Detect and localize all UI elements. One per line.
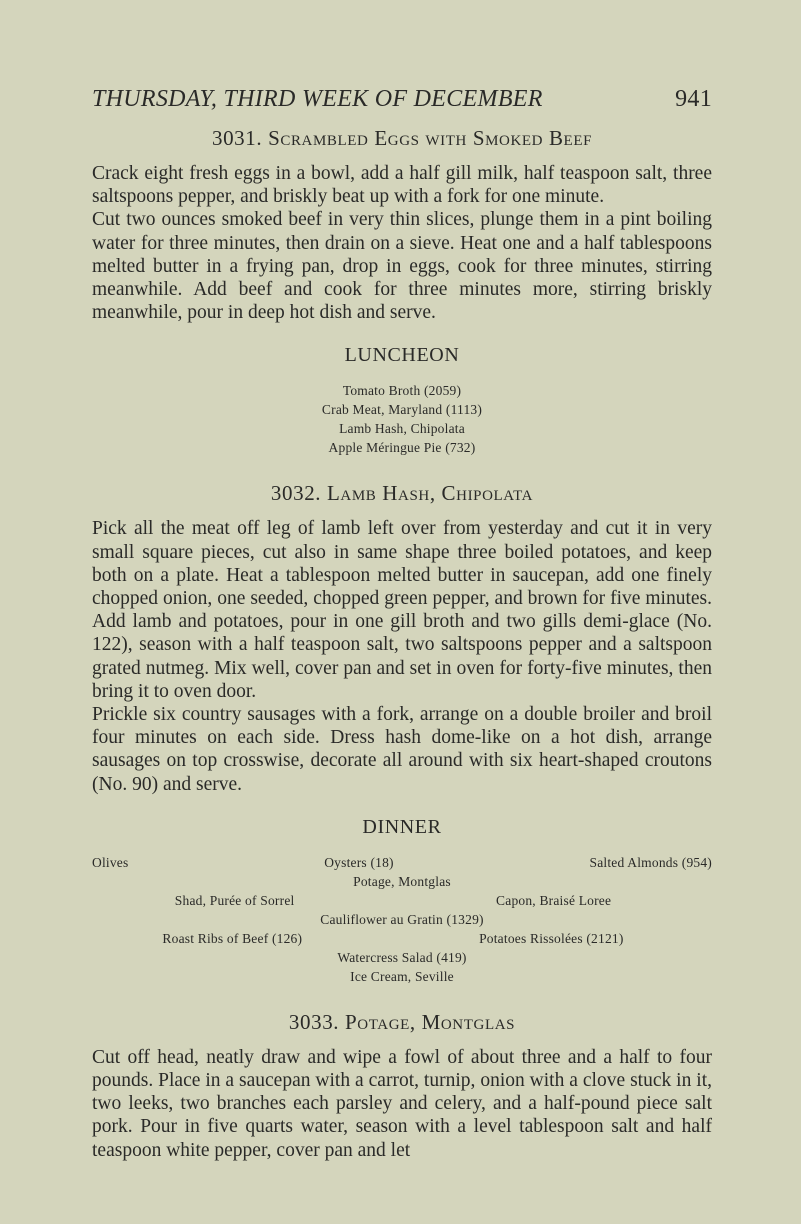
dinner-item: Oysters (18) [324, 854, 394, 870]
dinner-item: Shad, Purée of Sorrel [174, 892, 295, 908]
dinner-row [92, 891, 712, 910]
dinner-item: Cauliflower au Gratin (1329) [320, 911, 484, 927]
running-header [92, 86, 712, 113]
luncheon-item: Tomato Broth (2059) [342, 383, 462, 399]
recipe-3033-title: 3033. Potage, Montglas [288, 1009, 516, 1034]
dinner-row [92, 929, 712, 948]
dinner-item: Potage, Montglas [353, 873, 451, 889]
recipe-3033-paragraph: Cut off head, neatly draw and wipe a fowl of about three and a half to four pounds. Place in a saucepan with a carrot, turnip, onion with a clove stuck in it, two leeks, two branches each parsley and celery, and a half-pound piece salt pork. Pour in five quarts water, season with a level tablespoon salt and half teaspoon white pepper, cover pan and let [92, 1046, 712, 1161]
recipe-3031-title: 3031. Scrambled Eggs with Smoked Beef [211, 126, 593, 150]
luncheon-item: Crab Meat, Maryland (1113) [321, 402, 483, 418]
dinner-heading: DINNER [362, 815, 442, 838]
dinner-item: Capon, Braisé Loree [496, 892, 612, 908]
dinner-row [92, 853, 712, 872]
page-content [92, 124, 712, 1162]
recipe-3031-paragraph: Cut two ounces smoked beef in very thin slices, plunge them in a pint boiling water for three minutes, then drain on a sieve. Heat one and a half tablespoons melted butter in a frying pan, drop in eggs, cook for three minutes, stirring meanwhile. Add beef and cook for three minutes more, stirring briskly meanwhile, pour in deep hot dish and serve. [92, 209, 712, 324]
page-number: 941 [675, 86, 712, 112]
recipe-3032-title: 3032. Lamb Hash, Chipolata [270, 481, 534, 506]
header-title: THURSDAY, THIRD WEEK OF DECEMBER [92, 86, 543, 112]
dinner-item: Ice Cream, Seville [350, 968, 454, 984]
luncheon-item: Apple Méringue Pie (732) [328, 440, 476, 456]
luncheon-item: Lamb Hash, Chipolata [339, 421, 465, 437]
dinner-item: Olives [92, 854, 129, 870]
recipe-3031-paragraph: Crack eight fresh eggs in a bowl, add a half gill milk, half teaspoon salt, three saltspoons pepper, and briskly beat up with a fork for one minute. [92, 163, 712, 208]
recipe-3032-paragraph: Prickle six country sausages with a fork, arrange on a double broiler and broil four minutes on each side. Dress hash dome-like on a hot dish, arrange sausages on top crosswise, decorate all around with six heart-shaped croutons (No. 90) and serve. [92, 704, 712, 795]
dinner-item: Watercress Salad (419) [337, 949, 467, 965]
recipe-3032-paragraph: Pick all the meat off leg of lamb left over from yesterday and cut it in very small square pieces, cut also in same shape three boiled potatoes, and keep both on a plate. Heat a tablespoon melted butter in saucepan, add one finely chopped onion, one seeded, chopped green pepper, and brown for five minutes. Add lamb and potatoes, pour in one gill broth and two gills demi-glace (No. 122), season with a half teaspoon salt, two saltspoons pepper and a saltspoon grated nutmeg. Mix well, cover pan and set in oven for forty-five minutes, then bring it to oven door. [92, 518, 712, 702]
luncheon-heading: LUNCHEON [344, 344, 460, 367]
dinner-item: Roast Ribs of Beef (126) [162, 930, 303, 946]
dinner-item: Potatoes Rissolées (2121) [479, 930, 624, 946]
luncheon-menu [92, 381, 712, 457]
dinner-item: Salted Almonds (954) [589, 854, 712, 870]
dinner-menu [92, 853, 712, 986]
